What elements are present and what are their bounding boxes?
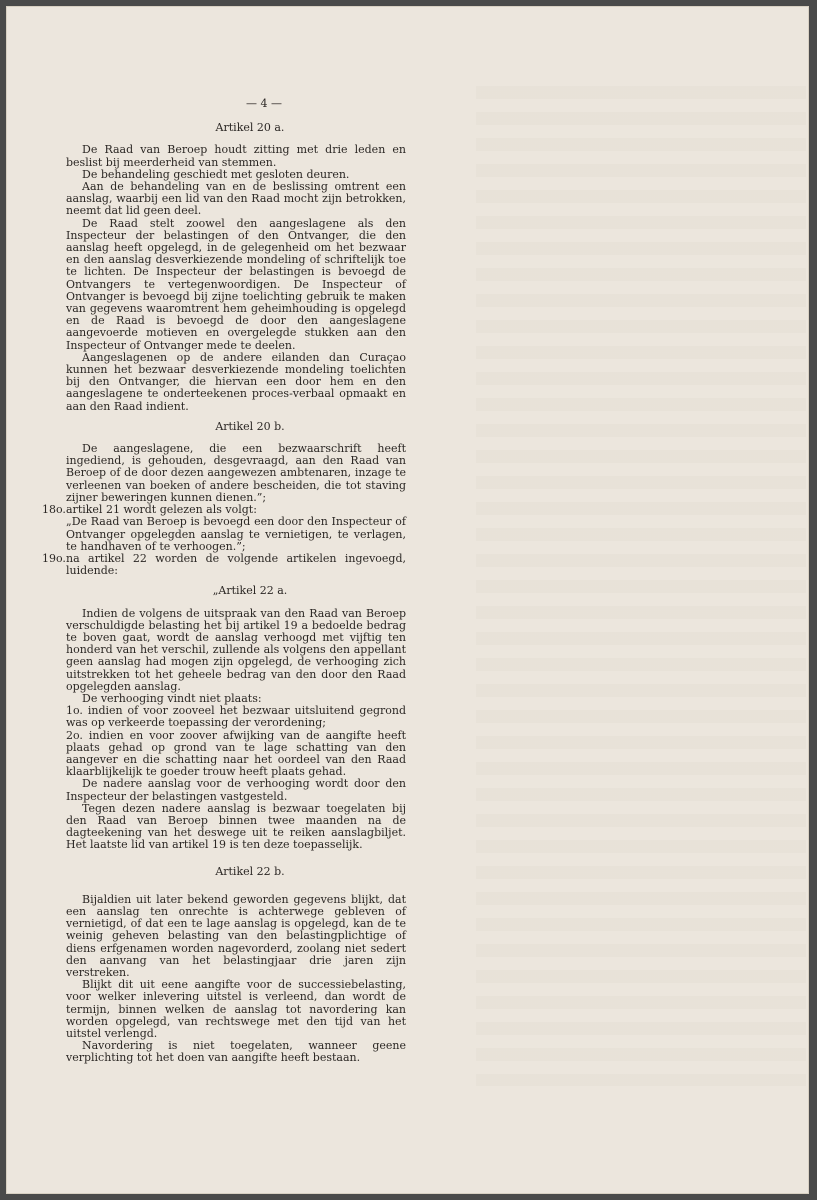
list-item: 2o. indien en voor zoover afwijking van de aangifte heeft plaats gehad op grond van te lage schatting van den aangever en die schatting naar het oordeel van den Raad klaarblijkelijk te goeder trouw heeft plaats gehad. — [66, 728, 406, 779]
paragraph: De nadere aanslag voor de verhooging wordt door den Inspecteur der belastingen vastgesteld. — [66, 777, 406, 803]
quote: „De Raad van Beroep is bevoegd een door den Inspecteur of Ontvanger opgelegden aanslag te vernietigen, te verlagen, te handhaven of te verhoogen.”; — [66, 515, 406, 553]
item-text: artikel 21 wordt gelezen als volgt: — [66, 503, 257, 517]
paragraph: Blijkt dit uit eene aangifte voor de successiebelasting, voor welker inlevering uitstel is verleend, dan wordt de termijn, binnen welken de aanslag tot navordering kan worden opgelegd, van rechtswege met den tijd van het uitstel verlengd. — [66, 978, 406, 1041]
page-number: — 4 — — [246, 97, 282, 110]
heading-artikel-22a: „Artikel 22 a. — [212, 584, 288, 598]
page-content — [42, 97, 406, 1065]
heading-artikel-22b: Artikel 22 b. — [215, 864, 285, 878]
paragraph: Aangeslagenen op de andere eilanden dan Curaçao kunnen het bezwaar desverkiezende mondeling toelichten bij den Ontvanger, die hiervan een door hem en den aangeslagene te onderteekenen proces-verbaal opmaakt en aan den Raad indient. — [66, 350, 406, 413]
heading-artikel-20a: Artikel 20 a. — [215, 121, 285, 135]
item-18 — [42, 503, 406, 517]
paragraph: De verhooging vindt niet plaats: — [82, 691, 262, 705]
paragraph: Indien de volgens de uitspraak van den Raad van Beroep verschuldigde belasting het bij artikel 19 a bedoelde bedrag te boven gaat, wordt de aanslag verhoogd met vijftig ten honderd van het verschil, zullende als volgens den appellant geen aanslag had mogen zijn opgelegd, de verhooging zich uitstrekken tot het geheele bedrag van den door den Raad opgelegden aanslag. — [66, 606, 406, 693]
show-through-text — [476, 86, 806, 1086]
paragraph: Tegen dezen nadere aanslag is bezwaar toegelaten bij den Raad van Beroep binnen twee maanden na de dagteekening van het deswege uit te reiken aanslagbiljet. Het laatste lid van artikel 19 is ten deze toepasselijk. — [66, 801, 406, 852]
paragraph: De aangeslagene, die een bezwaarschrift heeft ingediend, is gehouden, desgevraagd, aan den Raad van Beroep of de door dezen aangewezen ambtenaren, inzage te verleenen van boeken of andere bescheiden, die tot staving zijner beweringen kunnen dienen.”; — [66, 442, 406, 504]
item-19 — [42, 551, 406, 578]
paragraph: De Raad van Beroep houdt zitting met drie leden en beslist bij meerderheid van stemmen. — [66, 143, 406, 169]
paragraph: Navordering is niet toegelaten, wanneer geene verplichting tot het doen van aangifte heeft bestaan. — [66, 1039, 406, 1065]
paragraph: Bijaldien uit later bekend geworden gegevens blijkt, dat een aanslag ten onrechte is achterwege gebleven of vernietigd, of dat een te lage aanslag is opgelegd, kan de te weinig geheven belasting van den belastingplichtige of diens erfgenamen worden nagevorderd, zoolang niet sedert den aanvang van het belastingjaar drie jaren zijn verstreken. — [66, 892, 406, 979]
paragraph: Aan de behandeling van en de beslissing omtrent een aanslag, waarbij een lid van den Raad mocht zijn betrokken, neemt dat lid geen deel. — [66, 180, 406, 218]
item-number: 19o. — [42, 551, 66, 565]
document-page — [6, 6, 809, 1194]
paragraph: De behandeling geschiedt met gesloten deuren. — [82, 167, 350, 181]
paragraph: De Raad stelt zoowel den aangeslagene als den Inspecteur der belastingen of den Ontvanger, die den aanslag heeft opgelegd, in de gelegenheid om het bezwaar en den aanslag desverkiezende mondeling of schriftelijk toe te lichten. De Inspecteur der belastingen is bevoegd de Ontvangers te vertegenwoordigen. De Inspecteur of Ontvanger is bevoegd bij zijne toelichting gebruik te maken van gegevens waaromtrent hem geheimhouding is opgelegd en de Raad is bevoegd de door den aangeslagene aangevoerde motieven en overgelegde stukken aan den Inspecteur of Ontvanger mede te deelen. — [66, 216, 406, 352]
item-text: na artikel 22 worden de volgende artikelen ingevoegd, luidende: — [66, 551, 406, 578]
item-number: 18o. — [42, 503, 66, 517]
list-item: 1o. indien of voor zooveel het bezwaar uitsluitend gegrond was op verkeerde toepassing der verordening; — [66, 704, 406, 730]
heading-artikel-20b: Artikel 20 b. — [215, 419, 285, 433]
